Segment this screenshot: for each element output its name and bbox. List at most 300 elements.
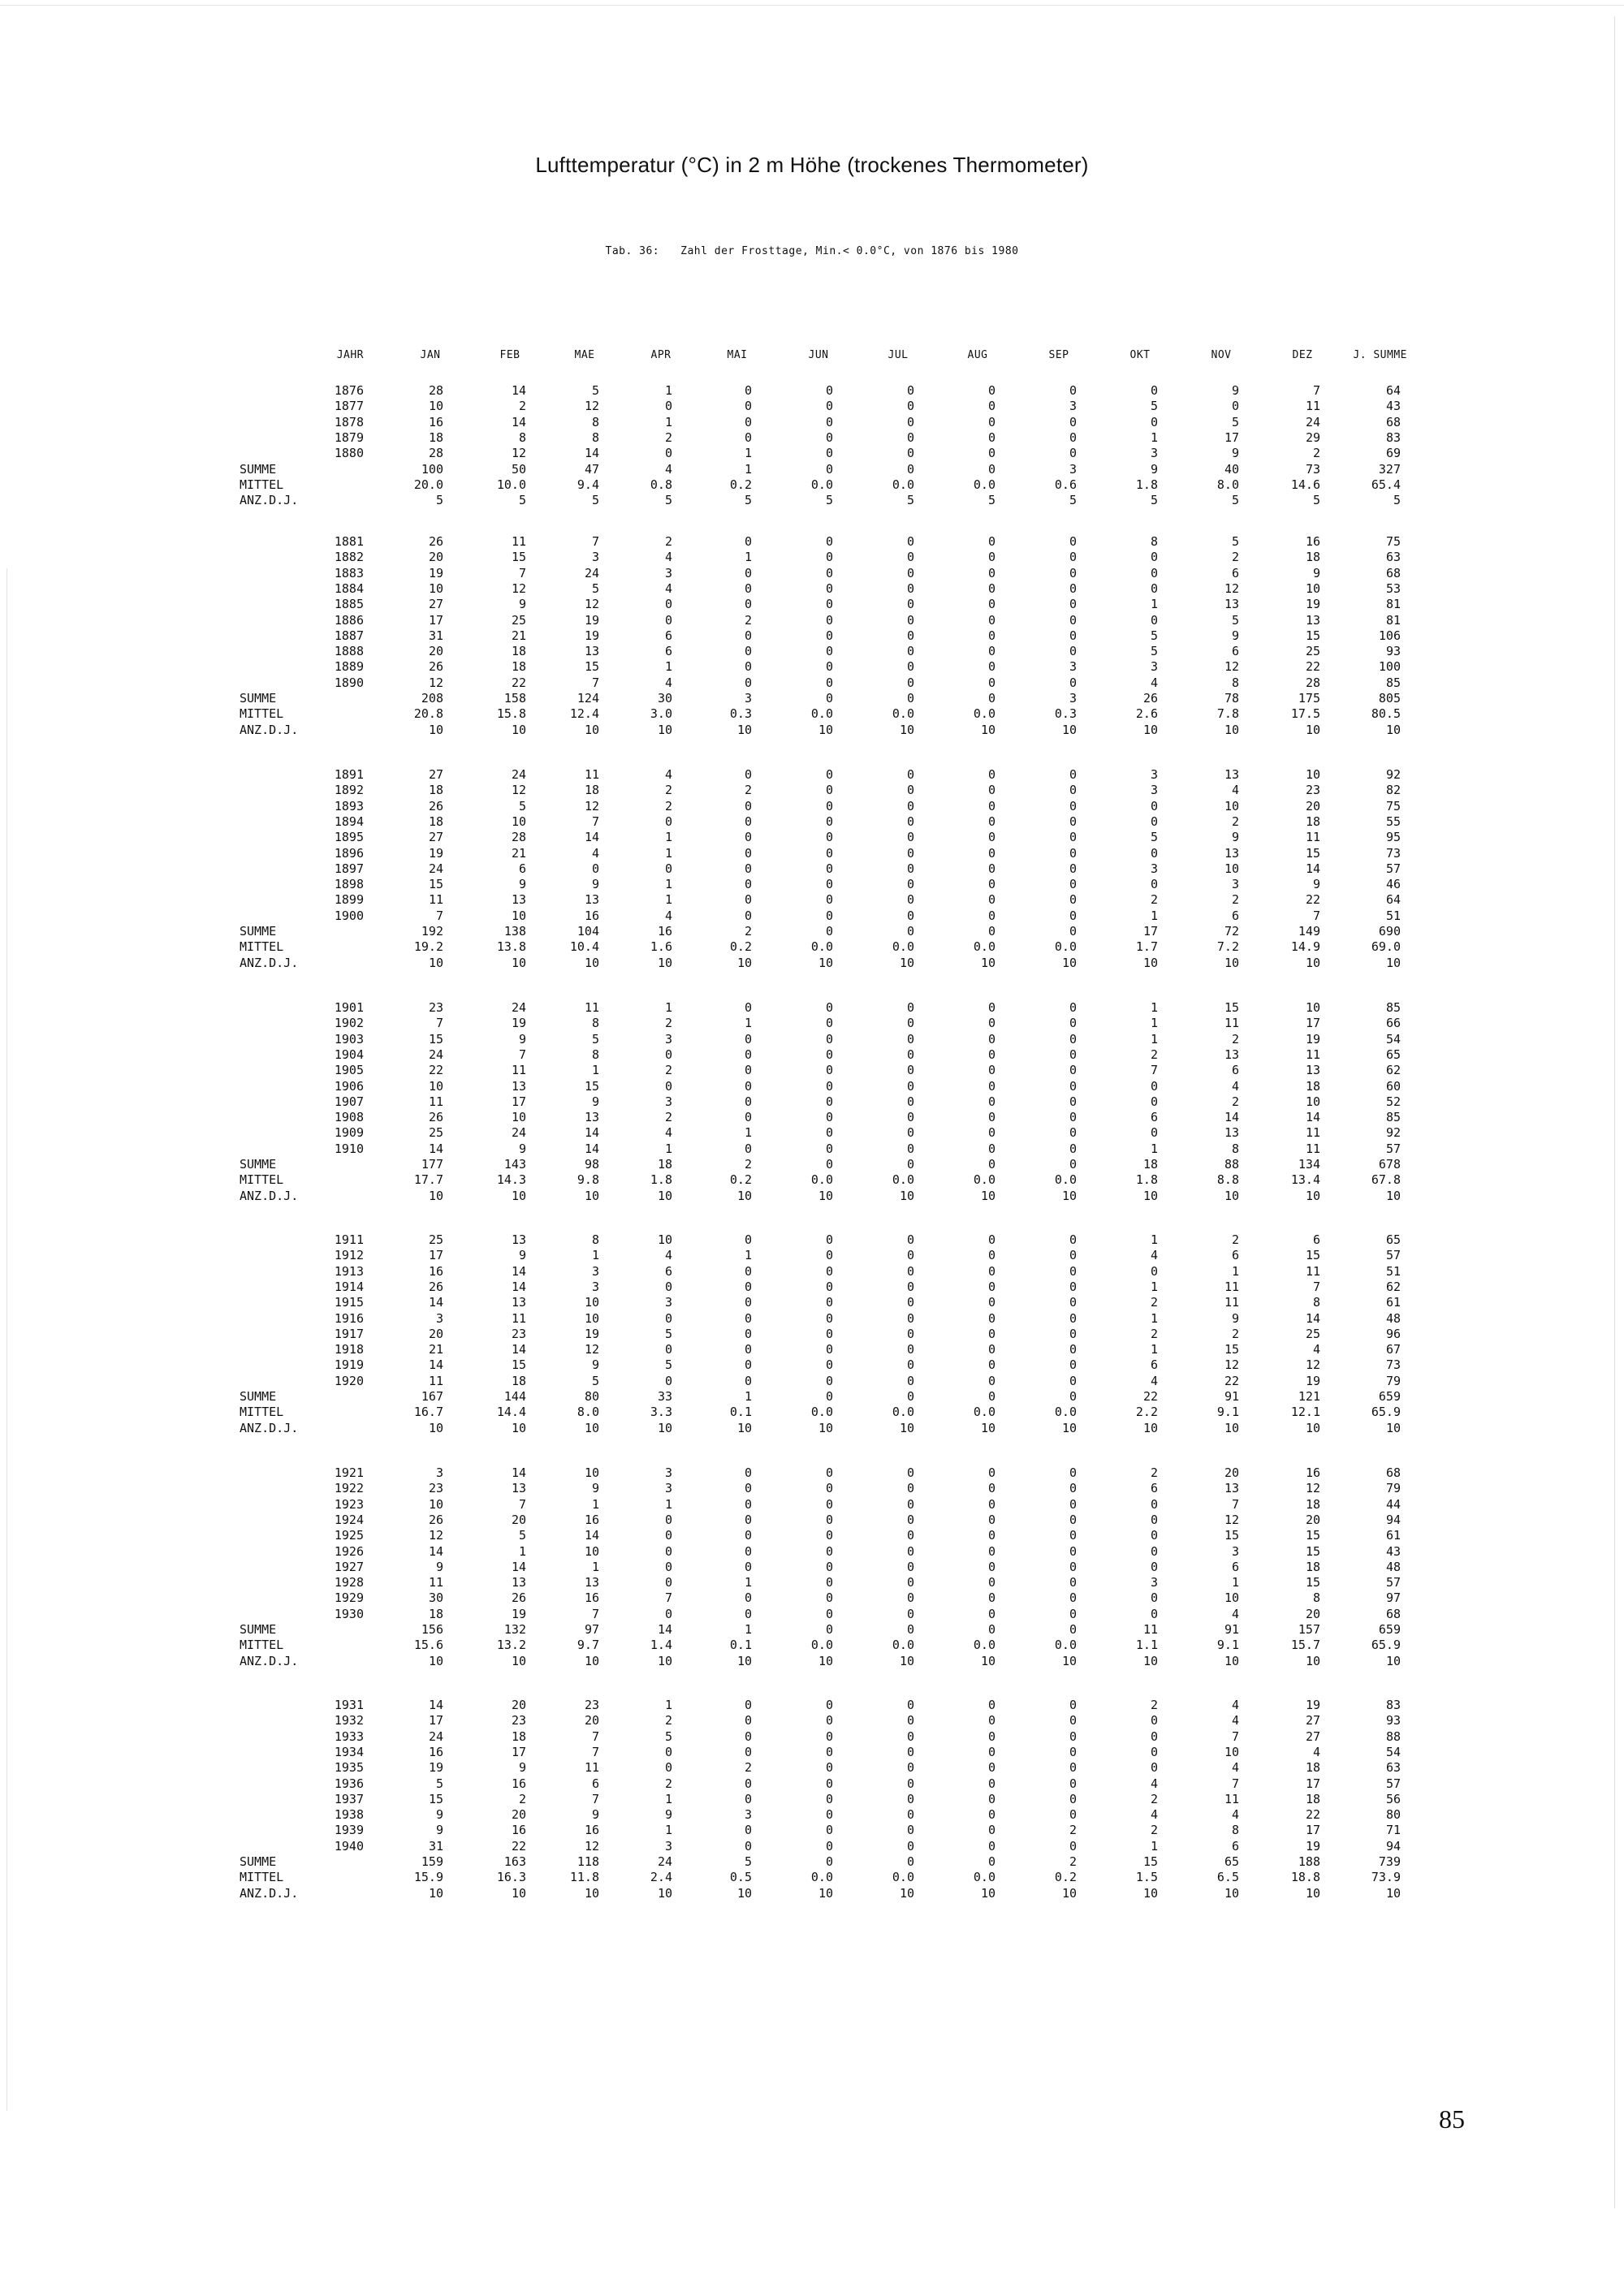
table-cell: 18 (511, 659, 526, 674)
table-cell: 12 (428, 1528, 443, 1543)
summary-label-mittel: MITTEL (240, 1870, 284, 1884)
table-cell: 0 (906, 1311, 914, 1326)
anz-cell: 10 (657, 723, 672, 737)
table-cell: 0 (744, 1110, 752, 1124)
table-cell: 0 (987, 830, 996, 844)
mittel-cell: 0.0 (1054, 1172, 1077, 1187)
table-cell: 0 (987, 1745, 996, 1759)
anz-cell: 10 (1142, 1654, 1158, 1668)
table-cell: 15 (584, 659, 599, 674)
table-cell: 18 (1305, 1792, 1320, 1806)
table-cell: 1 (664, 846, 672, 861)
table-cell: 17 (511, 1745, 526, 1759)
table-cell: 6 (1231, 908, 1239, 923)
year-cell: 1896 (334, 846, 364, 861)
table-cell: 0 (1150, 1760, 1158, 1775)
table-cell: 4 (664, 908, 672, 923)
summe-cell: 65 (1224, 1854, 1239, 1869)
table-cell: 0 (744, 1295, 752, 1310)
summe-cell: 16 (657, 924, 672, 939)
table-cell: 0 (906, 1357, 914, 1372)
table-cell: 0 (906, 1575, 914, 1590)
mittel-cell: 1.6 (650, 939, 672, 954)
summe-cell: 0 (906, 691, 914, 706)
table-cell: 9 (591, 877, 599, 891)
table-cell: 12 (511, 446, 526, 460)
summe-cell: 0 (825, 1389, 833, 1404)
mittel-cell: 1.1 (1135, 1638, 1158, 1652)
summe-cell: 163 (503, 1854, 526, 1869)
table-cell: 11 (584, 1000, 599, 1015)
table-cell: 20 (1224, 1465, 1239, 1480)
table-cell: 0 (987, 1544, 996, 1559)
table-cell: 0 (1069, 1698, 1077, 1712)
mittel-cell: 11.8 (569, 1870, 599, 1884)
summe-cell: 30 (657, 691, 672, 706)
table-cell: 1 (744, 550, 752, 564)
table-cell: 0 (744, 892, 752, 907)
anz-cell: 10 (1305, 1654, 1320, 1668)
summe-cell: 0 (906, 1854, 914, 1869)
table-cell: 0 (906, 1125, 914, 1140)
table-cell: 0 (987, 892, 996, 907)
table-cell: 13 (1224, 767, 1239, 782)
table-cell: 0 (906, 830, 914, 844)
table-cell: 0 (987, 783, 996, 797)
table-cell: 31 (428, 628, 443, 643)
summe-cell: 156 (421, 1622, 443, 1637)
table-cell: 0 (1069, 1142, 1077, 1156)
table-cell: 0 (906, 1698, 914, 1712)
table-cell: 0 (825, 1528, 833, 1543)
table-cell: 0 (1069, 1016, 1077, 1030)
table-cell: 7 (664, 1590, 672, 1605)
table-cell: 10 (511, 908, 526, 923)
mittel-cell: 14.4 (496, 1405, 526, 1419)
table-cell: 0 (825, 1513, 833, 1527)
mittel-cell: 7.2 (1216, 939, 1239, 954)
anz-cell: 5 (591, 493, 599, 507)
summe-cell: 690 (1378, 924, 1401, 939)
table-cell: 92 (1385, 1125, 1401, 1140)
year-cell: 1929 (334, 1590, 364, 1605)
table-cell: 17 (1224, 430, 1239, 445)
table-cell: 20 (428, 550, 443, 564)
table-cell: 20 (511, 1807, 526, 1822)
table-cell: 15 (1305, 1528, 1320, 1543)
table-cell: 0 (825, 1280, 833, 1294)
summe-cell: 15 (1142, 1854, 1158, 1869)
table-cell: 22 (1305, 892, 1320, 907)
table-cell: 0 (825, 1125, 833, 1140)
table-cell: 2 (1150, 1295, 1158, 1310)
anz-cell: 10 (980, 1421, 996, 1435)
table-cell: 8 (1312, 1295, 1320, 1310)
table-cell: 66 (1385, 1016, 1401, 1030)
table-cell: 1 (1150, 1142, 1158, 1156)
table-cell: 0 (744, 767, 752, 782)
table-cell: 57 (1385, 1575, 1401, 1590)
anz-cell: 5 (906, 493, 914, 507)
table-cell: 0 (825, 446, 833, 460)
table-cell: 0 (1069, 1032, 1077, 1047)
anz-cell: 10 (736, 956, 752, 970)
anz-cell: 10 (1305, 723, 1320, 737)
table-cell: 0 (1069, 1607, 1077, 1621)
mittel-cell: 12.1 (1290, 1405, 1320, 1419)
table-cell: 9 (591, 1481, 599, 1495)
table-cell: 4 (1231, 1760, 1239, 1775)
table-cell: 0 (906, 581, 914, 596)
table-cell: 2 (664, 1110, 672, 1124)
year-cell: 1911 (334, 1232, 364, 1247)
table-cell: 5 (664, 1327, 672, 1341)
table-cell: 0 (987, 1125, 996, 1140)
table-cell: 0 (906, 1729, 914, 1744)
mittel-cell: 73.9 (1371, 1870, 1401, 1884)
anz-cell: 10 (511, 1189, 526, 1203)
table-cell: 68 (1385, 1607, 1401, 1621)
table-cell: 0 (664, 1311, 672, 1326)
table-cell: 18 (511, 644, 526, 658)
year-cell: 1895 (334, 830, 364, 844)
table-cell: 0 (664, 1079, 672, 1094)
year-cell: 1917 (334, 1327, 364, 1341)
table-cell: 24 (428, 861, 443, 876)
year-cell: 1937 (334, 1792, 364, 1806)
table-cell: 0 (664, 1575, 672, 1590)
table-cell: 0 (987, 1575, 996, 1590)
year-cell: 1897 (334, 861, 364, 876)
table-cell: 1 (591, 1560, 599, 1574)
summe-cell: 1 (744, 1389, 752, 1404)
summe-cell: 91 (1224, 1389, 1239, 1404)
table-cell: 2 (1069, 1823, 1077, 1837)
table-cell: 62 (1385, 1280, 1401, 1294)
table-cell: 6 (1150, 1110, 1158, 1124)
mittel-cell: 0.0 (973, 1638, 996, 1652)
table-cell: 13 (1224, 1125, 1239, 1140)
table-cell: 17 (1305, 1823, 1320, 1837)
table-cell: 0 (825, 1000, 833, 1015)
table-cell: 0 (906, 1839, 914, 1854)
year-cell: 1922 (334, 1481, 364, 1495)
table-cell: 0 (744, 534, 752, 549)
table-cell: 25 (511, 613, 526, 628)
table-cell: 0 (825, 1327, 833, 1341)
table-cell: 83 (1385, 430, 1401, 445)
table-cell: 0 (1069, 1792, 1077, 1806)
mittel-cell: 0.2 (1054, 1870, 1077, 1884)
summe-cell: 1 (744, 1622, 752, 1637)
table-cell: 6 (664, 628, 672, 643)
table-cell: 22 (428, 1063, 443, 1077)
table-cell: 0 (906, 1094, 914, 1109)
table-cell: 0 (906, 628, 914, 643)
table-cell: 0 (1069, 1311, 1077, 1326)
table-cell: 0 (1150, 877, 1158, 891)
table-cell: 0 (906, 861, 914, 876)
table-cell: 0 (1150, 581, 1158, 596)
table-cell: 0 (744, 1094, 752, 1109)
table-cell: 0 (1150, 1094, 1158, 1109)
mittel-cell: 65.9 (1371, 1638, 1401, 1652)
table-cell: 5 (591, 383, 599, 398)
table-cell: 1 (664, 1142, 672, 1156)
table-cell: 3 (1150, 767, 1158, 782)
table-cell: 14 (584, 446, 599, 460)
table-cell: 0 (987, 1264, 996, 1279)
table-cell: 21 (511, 846, 526, 861)
table-cell: 0 (906, 892, 914, 907)
anz-cell: 10 (899, 956, 914, 970)
summary-label-mittel: MITTEL (240, 1172, 284, 1187)
column-header-mai: MAI (727, 349, 748, 361)
summe-cell: 72 (1224, 924, 1239, 939)
table-cell: 0 (906, 675, 914, 690)
mittel-cell: 0.1 (729, 1638, 752, 1652)
year-cell: 1932 (334, 1713, 364, 1728)
table-cell: 7 (1231, 1729, 1239, 1744)
table-cell: 12 (584, 1342, 599, 1357)
table-cell: 0 (1069, 628, 1077, 643)
table-cell: 0 (906, 1110, 914, 1124)
table-cell: 22 (1305, 1807, 1320, 1822)
table-cell: 0 (1150, 799, 1158, 814)
anz-cell: 10 (980, 723, 996, 737)
anz-cell: 10 (818, 1886, 833, 1901)
summe-cell: 50 (511, 462, 526, 477)
table-cell: 0 (906, 1465, 914, 1480)
table-cell: 0 (825, 1063, 833, 1077)
table-cell: 3 (664, 566, 672, 580)
year-cell: 1927 (334, 1560, 364, 1574)
summe-cell: 0 (1069, 924, 1077, 939)
summe-cell: 22 (1142, 1389, 1158, 1404)
summary-label-anz: ANZ.D.J. (240, 1189, 299, 1203)
table-cell: 0 (906, 1232, 914, 1247)
summe-cell: 3 (1069, 462, 1077, 477)
table-cell: 14 (511, 1465, 526, 1480)
mittel-cell: 17.5 (1290, 706, 1320, 721)
table-cell: 0 (744, 861, 752, 876)
table-cell: 1 (1150, 1839, 1158, 1854)
table-cell: 15 (511, 550, 526, 564)
summe-cell: 0 (987, 462, 996, 477)
summe-cell: 91 (1224, 1622, 1239, 1637)
table-cell: 19 (511, 1016, 526, 1030)
table-cell: 4 (664, 675, 672, 690)
table-cell: 0 (825, 534, 833, 549)
table-cell: 10 (1305, 581, 1320, 596)
summe-cell: 159 (421, 1854, 443, 1869)
table-cell: 0 (1069, 814, 1077, 829)
table-cell: 5 (1150, 644, 1158, 658)
table-cell: 11 (584, 767, 599, 782)
summe-cell: 0 (987, 1157, 996, 1172)
summe-cell: 144 (503, 1389, 526, 1404)
anz-cell: 10 (1224, 1886, 1239, 1901)
year-cell: 1935 (334, 1760, 364, 1775)
table-cell: 0 (1069, 383, 1077, 398)
summary-label-anz: ANZ.D.J. (240, 493, 299, 507)
table-cell: 0 (744, 1823, 752, 1837)
summary-label-summe: SUMME (240, 1157, 277, 1172)
table-cell: 0 (825, 415, 833, 429)
year-cell: 1923 (334, 1497, 364, 1512)
mittel-cell: 2.6 (1135, 706, 1158, 721)
table-cell: 0 (987, 1465, 996, 1480)
table-cell: 2 (664, 783, 672, 797)
table-cell: 20 (1305, 1607, 1320, 1621)
table-cell: 0 (906, 1497, 914, 1512)
table-cell: 0 (987, 1342, 996, 1357)
table-cell: 14 (1305, 1110, 1320, 1124)
table-cell: 2 (744, 1760, 752, 1775)
table-cell: 16 (1305, 534, 1320, 549)
table-cell: 0 (825, 1264, 833, 1279)
table-cell: 7 (1231, 1497, 1239, 1512)
table-cell: 16 (428, 415, 443, 429)
table-cell: 10 (1224, 1745, 1239, 1759)
anz-cell: 10 (1224, 956, 1239, 970)
table-cell: 0 (1150, 1497, 1158, 1512)
table-cell: 1 (591, 1497, 599, 1512)
table-cell: 19 (1305, 1032, 1320, 1047)
summary-label-summe: SUMME (240, 691, 277, 706)
anz-cell: 10 (1061, 956, 1077, 970)
table-cell: 3 (1150, 783, 1158, 797)
table-cell: 1 (1150, 1311, 1158, 1326)
table-cell: 0 (744, 1465, 752, 1480)
table-cell: 0 (987, 581, 996, 596)
table-cell: 18 (428, 814, 443, 829)
summe-cell: 158 (503, 691, 526, 706)
year-cell: 1890 (334, 675, 364, 690)
table-cell: 1 (664, 1698, 672, 1712)
table-cell: 0 (1069, 1094, 1077, 1109)
table-cell: 0 (825, 1110, 833, 1124)
table-cell: 0 (987, 1528, 996, 1543)
table-cell: 14 (428, 1698, 443, 1712)
summe-cell: 3 (1069, 691, 1077, 706)
table-cell: 0 (825, 861, 833, 876)
table-cell: 15 (1305, 1575, 1320, 1590)
table-cell: 0 (825, 814, 833, 829)
table-cell: 0 (1069, 830, 1077, 844)
table-cell: 5 (1231, 534, 1239, 549)
year-cell: 1881 (334, 534, 364, 549)
table-cell: 7 (591, 1745, 599, 1759)
table-cell: 18 (428, 430, 443, 445)
table-cell: 0 (906, 1063, 914, 1077)
table-cell: 0 (987, 1016, 996, 1030)
table-cell: 0 (825, 908, 833, 923)
anz-cell: 10 (428, 1654, 443, 1668)
table-cell: 2 (1312, 446, 1320, 460)
table-cell: 9 (1231, 830, 1239, 844)
table-cell: 7 (1231, 1776, 1239, 1791)
table-cell: 0 (1069, 767, 1077, 782)
scan-edge-top (0, 5, 1624, 6)
table-cell: 1 (744, 1125, 752, 1140)
table-cell: 8 (591, 1232, 599, 1247)
table-cell: 14 (511, 415, 526, 429)
table-cell: 24 (511, 767, 526, 782)
summe-cell: 0 (906, 1157, 914, 1172)
table-cell: 0 (1150, 566, 1158, 580)
summe-cell: 0 (1069, 1157, 1077, 1172)
table-cell: 14 (584, 1528, 599, 1543)
table-cell: 0 (1069, 783, 1077, 797)
table-cell: 63 (1385, 550, 1401, 564)
anz-cell: 10 (736, 1421, 752, 1435)
table-cell: 0 (987, 1760, 996, 1775)
summe-cell: 0 (825, 1157, 833, 1172)
table-cell: 10 (1224, 1590, 1239, 1605)
table-cell: 0 (987, 1094, 996, 1109)
table-cell: 0 (744, 846, 752, 861)
table-cell: 85 (1385, 1000, 1401, 1015)
table-cell: 0 (987, 767, 996, 782)
table-cell: 0 (744, 1776, 752, 1791)
anz-cell: 10 (980, 1189, 996, 1203)
table-cell: 0 (825, 1311, 833, 1326)
anz-cell: 10 (1305, 1886, 1320, 1901)
summe-cell: 118 (577, 1854, 599, 1869)
table-cell: 0 (1069, 1342, 1077, 1357)
summe-cell: 0 (825, 1854, 833, 1869)
table-cell: 0 (987, 814, 996, 829)
table-cell: 4 (1231, 1807, 1239, 1822)
table-cell: 2 (1150, 892, 1158, 907)
table-cell: 0 (825, 1016, 833, 1030)
table-cell: 12 (1224, 659, 1239, 674)
table-cell: 10 (1305, 1000, 1320, 1015)
summary-label-anz: ANZ.D.J. (240, 723, 299, 737)
anz-cell: 5 (664, 493, 672, 507)
table-cell: 11 (1224, 1016, 1239, 1030)
mittel-cell: 0.3 (1054, 706, 1077, 721)
table-cell: 0 (1069, 1264, 1077, 1279)
table-cell: 1 (664, 877, 672, 891)
table-cell: 0 (906, 1079, 914, 1094)
table-cell: 26 (428, 1280, 443, 1294)
table-cell: 43 (1385, 399, 1401, 413)
table-cell: 0 (906, 783, 914, 797)
table-cell: 0 (906, 550, 914, 564)
table-cell: 0 (906, 1760, 914, 1775)
table-cell: 0 (825, 1560, 833, 1574)
table-cell: 0 (987, 1327, 996, 1341)
year-cell: 1878 (334, 415, 364, 429)
year-cell: 1908 (334, 1110, 364, 1124)
table-cell: 25 (428, 1125, 443, 1140)
table-cell: 6 (518, 861, 526, 876)
table-cell: 0 (744, 1342, 752, 1357)
table-cell: 4 (591, 846, 599, 861)
table-cell: 9 (518, 1032, 526, 1047)
table-cell: 13 (511, 1575, 526, 1590)
summe-cell: 0 (1069, 1622, 1077, 1637)
table-cell: 0 (1069, 1280, 1077, 1294)
table-cell: 0 (987, 1079, 996, 1094)
table-cell: 19 (584, 1327, 599, 1341)
summe-cell: 0 (906, 1389, 914, 1404)
table-cell: 0 (1069, 534, 1077, 549)
anz-cell: 10 (1142, 1421, 1158, 1435)
table-cell: 0 (1069, 430, 1077, 445)
